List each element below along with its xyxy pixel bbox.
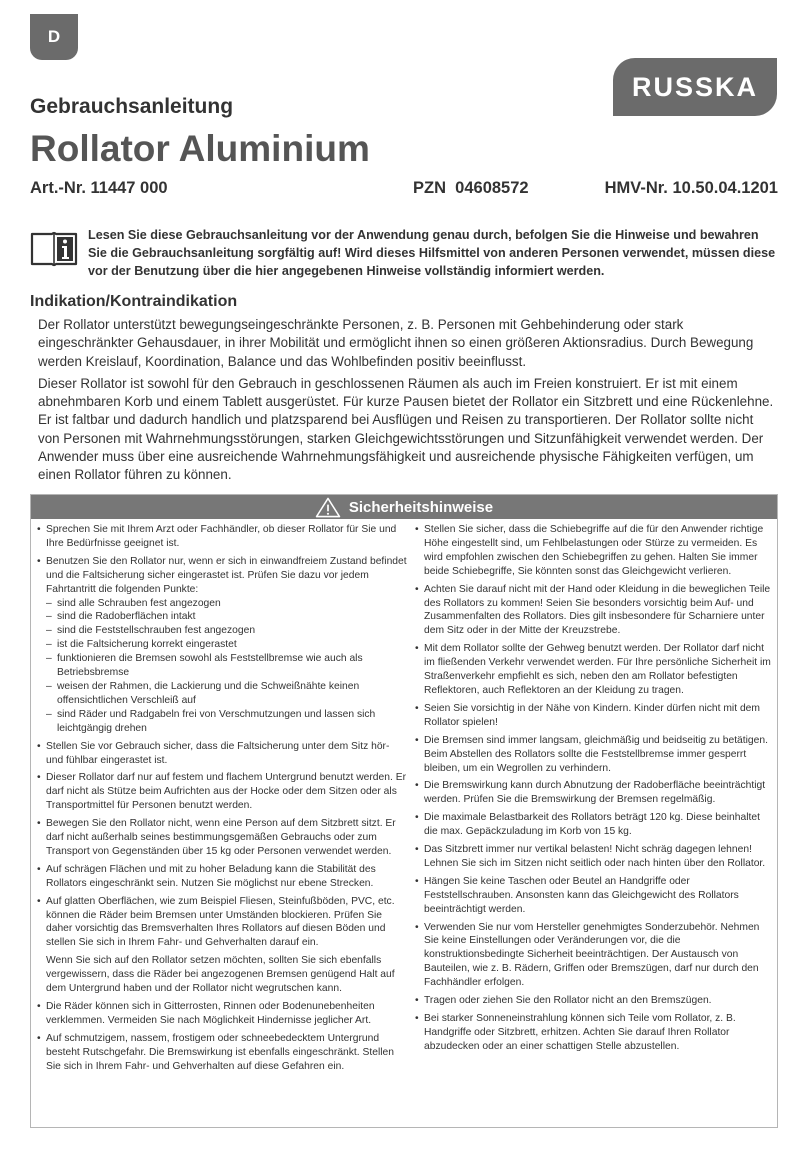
checklist-item: – weisen der Rahmen, die Lackierung und die Schweißnähte keinen offensichtlichen Verschleiß auf <box>37 680 407 708</box>
safety-item: • Auf schrägen Flächen und mit zu hoher Beladung kann die Stabilität des Rollators eingeschränkt sein. Nutzen Sie möglichst nur ebene Strecken. <box>37 863 407 891</box>
checklist-item: – sind Räder und Radgabeln frei von Verschmutzungen und lassen sich leichtgängig drehen <box>37 708 407 736</box>
safety-item: • Auf glatten Oberflächen, wie zum Beispiel Fliesen, Steinfußböden, PVC, etc. können die Räder beim Bremsen unter Umständen blockieren. Prüfen Sie daher vorsichtig das Bremsverhalten Ihres Rollators auf diesen Böden und stellen Sie sich in Ihrem Fahr- und Gehverhalten darauf ein. <box>37 895 407 951</box>
safety-heading: Sicherheitshinweise <box>348 498 494 516</box>
safety-box <box>30 494 778 1128</box>
safety-item: • Die Bremsen sind immer langsam, gleichmäßig und beidseitig zu betätigen. Beim Abstellen des Rollators sollte die Feststellbremse immer gesperrt bleiben, um ein Wegrollen zu verhindern. <box>415 734 773 776</box>
indication-body <box>38 316 778 489</box>
safety-item: • Sprechen Sie mit Ihrem Arzt oder Fachhändler, ob dieser Rollator für Sie und Ihre Bedürfnisse geeignet ist. <box>37 523 407 551</box>
safety-item: • Stellen Sie sicher, dass die Schiebegriffe auf die für den Anwender richtige Höhe eingestellt sind, um Fehlbelastungen oder Stürze zu vermeiden. Es wird empfohlen zwischen den Schiebegriffen zu gehen. Halten Sie immer beide Schiebegriffe, Sie könnten sonst das Gleichgewicht verlieren. <box>415 523 773 579</box>
checklist-item: – sind die Radoberflächen intakt <box>37 610 407 624</box>
checklist-item: – funktionieren die Bremsen sowohl als Feststellbremse wie auch als Betriebsbremse <box>37 652 407 680</box>
info-book-icon <box>30 228 78 268</box>
safety-item: • Das Sitzbrett immer nur vertikal belasten! Nicht schräg dagegen lehnen! Lehnen Sie sich im Sitzen nicht seitlich oder nach hinten über den Rollator. <box>415 843 773 871</box>
checklist-item: – sind alle Schrauben fest angezogen <box>37 597 407 611</box>
safety-item: • Seien Sie vorsichtig in der Nähe von Kindern. Kinder dürfen nicht mit dem Rollator spielen! <box>415 702 773 730</box>
safety-item: • Mit dem Rollator sollte der Gehweg benutzt werden. Der Rollator darf nicht im fließenden Verkehr verwendet werden. Für Ihre persönliche Sicherheit im Straßenverkehr empfiehlt es sich, neben den am Rollator befestigten Reflektoren, auch Reflektoren an der Kleidung zu tragen. <box>415 642 773 698</box>
article-number: Art.-Nr. 11447 000 <box>30 179 168 197</box>
notice-text: Lesen Sie diese Gebrauchsanleitung vor der Anwendung genau durch, befolgen Sie die Hinweise und bewahren Sie die Gebrauchsanleitung sorgfältig auf! Wird dieses Hilfsmittel von anderen Personen verwendet, müssen diese vor der Benutzung über die hier angegebenen Hinweise vollständig informiert werden. <box>88 228 776 278</box>
safety-item: • Bewegen Sie den Rollator nicht, wenn eine Person auf dem Sitzbrett sitzt. Er darf nicht außerhalb seines bestimmungsgemäßen Gebrauchs oder zum Transport von Gegenständen über 15 kg oder Personen verwendet werden. <box>37 817 407 859</box>
safety-item: • Verwenden Sie nur vom Hersteller genehmigtes Sonderzubehör. Nehmen Sie keine Einstellungen oder Veränderungen vor, die die konstruktionsbedingte Sicherheit beeinträchtigen. Der Austausch von Bauteilen, wie z. B. Rädern, Griffen oder Bremszügen, darf nur durch den Fachhändler erfolgen. <box>415 921 773 991</box>
safety-item: • Tragen oder ziehen Sie den Rollator nicht an den Bremszügen. <box>415 994 773 1008</box>
safety-item: • Stellen Sie vor Gebrauch sicher, dass die Faltsicherung unter dem Sitz hör- und fühlbar eingerastet ist. <box>37 740 407 768</box>
safety-item-text: Benutzen Sie den Rollator nur, wenn er sich in einwandfreiem Zustand befindet und die Faltsicherung sicher eingerastet ist. Prüfen Sie dazu vor jedem Fahrtantritt die folgenden Punkte: <box>46 555 407 595</box>
hmv-number: HMV-Nr. 10.50.04.1201 <box>604 179 778 197</box>
safety-item: • Dieser Rollator darf nur auf festem und flachem Untergrund benutzt werden. Er darf nicht als Stütze beim Aufrichten aus der Hocke oder dem Sitzen oder als Transportmittel für Personen benutzt werden. <box>37 771 407 813</box>
safety-column-right <box>415 523 773 1058</box>
brand-logo: RUSSKA <box>613 58 777 116</box>
product-numbers <box>30 179 778 201</box>
safety-item: • Die Räder können sich in Gitterrosten, Rinnen oder Bodenunebenheiten verklemmen. Vermeiden Sie nach Möglichkeit Hindernisse jeglicher Art. <box>37 1000 407 1028</box>
safety-column-left <box>37 523 407 1078</box>
language-tab: D <box>30 14 78 60</box>
indication-paragraph: Der Rollator unterstützt bewegungseingeschränkte Personen, z. B. Personen mit Gehbehinderung oder stark eingeschränkter Gehausdauer, in ihrer Mobilität und ermöglicht ihnen so einen größeren Aktionsradius. Durch Bewegung werden Kreislauf, Koordination, Balance und das Wohlbefinden positiv beeinflusst. <box>38 317 754 369</box>
safety-header <box>31 495 777 519</box>
safety-item: • Auf schmutzigem, nassem, frostigem oder schneebedecktem Untergrund besteht Rutschgefahr. Die Bremswirkung ist ebenfalls eingeschränkt. Stellen Sie sich in Ihrem Fahr- und Gehverhalten auf diese Gefahren ein. <box>37 1032 407 1074</box>
indication-paragraph: Dieser Rollator ist sowohl für den Gebrauch in geschlossenen Räumen als auch im Freien konstruiert. Er ist mit einem abnehmbaren Korb und einem Tablett ausgerüstet. Für kurze Pausen bietet der Rollator ein Sitzbrett und eine Rückenlehne. Er ist faltbar und dadurch handlich und platzsparend bei Ausflügen und Reisen zu transportieren. Der Rollator sollte nicht von Personen mit Wahrnehmungsstörungen, starken Gleichgewichtsstörungen und Sitzunfähigkeit verwendet werden. Der Anwender muss über eine ausreichende Wahrnehmungsfähigkeit und ausreichende physische Fähigkeiten verfügen, um einen Rollator führen zu können. <box>38 375 774 483</box>
safety-item: • Bei starker Sonneneinstrahlung können sich Teile vom Rollator, z. B. Handgriffe oder Sitzbrett, erhitzen. Achten Sie darauf Ihren Rollator abzudecken oder an einer schattigen Stelle abzustellen. <box>415 1012 773 1054</box>
safety-item: • Hängen Sie keine Taschen oder Beutel an Handgriffe oder Feststellschrauben. Ansonsten kann das Gleichgewicht des Rollators beeinträchtigt werden. <box>415 875 773 917</box>
document-subtitle: Gebrauchsanleitung <box>30 95 234 118</box>
page-title: Rollator Aluminium <box>30 128 370 169</box>
warning-triangle-icon <box>315 497 341 518</box>
indication-heading: Indikation/Kontraindikation <box>30 293 238 310</box>
checklist-item: – ist die Faltsicherung korrekt eingerastet <box>37 638 407 652</box>
safety-item <box>37 555 407 597</box>
safety-item-continuation: Wenn Sie sich auf den Rollator setzen möchten, sollten Sie sich ebenfalls vergewissern, dass die Räder bei angezogenen Bremsen genügend Halt auf dem Untergrund haben und der Rollator nicht wegrutschen kann. <box>46 955 395 995</box>
safety-item: • Die maximale Belastbarkeit des Rollators beträgt 120 kg. Diese beinhaltet die max. Gepäckzuladung im Korb von 15 kg. <box>415 811 773 839</box>
checklist <box>37 597 407 736</box>
checklist-item: – sind die Feststellschrauben fest angezogen <box>37 624 407 638</box>
safety-item: • Achten Sie darauf nicht mit der Hand oder Kleidung in die beweglichen Teile des Rollators zu kommen! Seien Sie besonders vorsichtig beim Auf- und Zusammenfalten des Rollators. Dies gilt insbesondere für Scharniere unter dem Sitz oder in der Mitte der Kreuzstrebe. <box>415 583 773 639</box>
pzn-number: PZN 04608572 <box>413 179 529 197</box>
safety-item: • Die Bremswirkung kann durch Abnutzung der Radoberfläche beeinträchtigt werden. Prüfen Sie die Bremswirkung der Bremsen regelmäßig. <box>415 779 773 807</box>
